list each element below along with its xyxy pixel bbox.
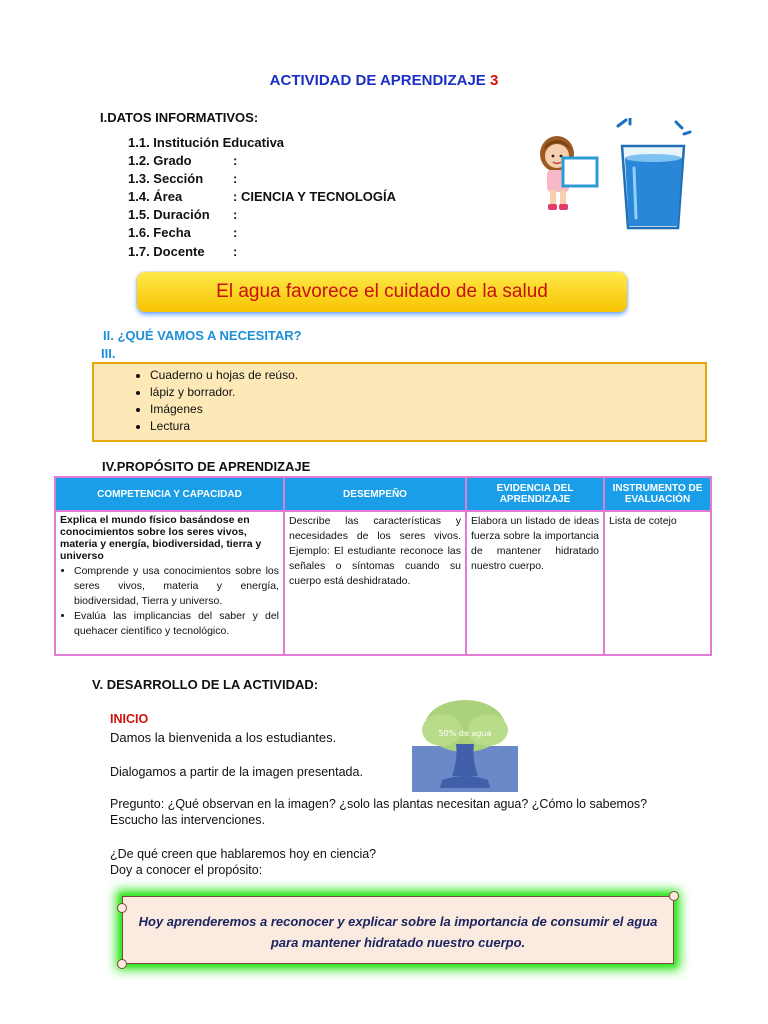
- info-row-docente: 1.7. Docente :: [128, 244, 238, 259]
- purpose-table: [54, 476, 712, 656]
- purpose-text: Hoy aprenderemos a reconocer y explicar sobre la importancia de consumir el agua para mantener hidratado nuestro cuerpo.: [138, 914, 658, 950]
- tree-label: 50% de agua: [438, 729, 492, 738]
- lesson-title-banner: El agua favorece el cuidado de la salud: [137, 272, 627, 312]
- scroll-curl-icon: [117, 959, 127, 969]
- science-question-text: ¿De qué creen que hablaremos hoy en ciencia?: [110, 847, 377, 861]
- info-row-duracion: 1.5. Duración :: [128, 207, 238, 222]
- header-evidencia: EVIDENCIA DEL APRENDIZAJE: [466, 477, 604, 511]
- welcome-text: Damos la bienvenida a los estudiantes.: [110, 730, 337, 745]
- info-row-fecha: 1.6. Fecha :: [128, 225, 238, 240]
- competencia-text: Explica el mundo físico basándose en conocimientos sobre los seres vivos, materia y energía, biodiversidad, tierra y universo: [60, 514, 262, 562]
- header-competencia: COMPETENCIA Y CAPACIDAD: [55, 477, 284, 511]
- section-3-heading: III.: [101, 346, 116, 361]
- cell-evidencia: Elabora un listado de ideas fuerza sobre la importancia de mantener hidratado nuestro cuerpo.: [466, 511, 604, 655]
- list-item: • Evalúa las implicancias del saber y del quehacer científico y tecnológico.: [74, 609, 279, 639]
- scroll-curl-icon: [669, 891, 679, 901]
- purpose-intro-text: Doy a conocer el propósito:: [110, 863, 263, 877]
- section-1-heading: I.DATOS INFORMATIVOS:: [100, 110, 259, 125]
- listen-text: Escucho las intervenciones.: [110, 813, 265, 827]
- section-4-heading: IV.PROPÓSITO DE APRENDIZAJE: [102, 459, 311, 474]
- list-item: • Imágenes: [150, 401, 705, 418]
- purpose-scroll: [122, 896, 674, 964]
- cell-desempeno: Describe las características y necesidades de los seres vivos. Ejemplo: El estudiante reconoce las señales o síntomas cuando su cuerpo está deshidratado.: [284, 511, 466, 655]
- water-glass-icon: [612, 118, 694, 234]
- info-row-institucion: 1.1. Institución Educativa: [128, 135, 285, 150]
- section-5-heading: V. DESARROLLO DE LA ACTIVIDAD:: [92, 677, 319, 692]
- question-text: Pregunto: ¿Qué observan en la imagen? ¿solo las plantas necesitan agua? ¿Cómo lo sabemos?: [110, 797, 648, 811]
- info-row-area: 1.4. Área : CIENCIA Y TECNOLOGÍA: [128, 189, 396, 204]
- list-item: • Comprende y usa conocimientos sobre los seres vivos, materia y energía, biodiversidad, Tierra y universo.: [74, 564, 279, 609]
- scroll-curl-icon: [117, 903, 127, 913]
- header-desempeno: DESEMPEÑO: [284, 477, 466, 511]
- cell-instrumento: Lista de cotejo: [604, 511, 711, 655]
- dialogue-text: Dialogamos a partir de la imagen presentada.: [110, 765, 363, 779]
- page-title: ACTIVIDAD DE APRENDIZAJE 3: [269, 72, 499, 89]
- list-item: • Cuaderno u hojas de reúso.: [150, 367, 705, 384]
- cell-competencia: [55, 511, 284, 655]
- table-row: [55, 511, 711, 655]
- tree-water-icon: [412, 696, 518, 792]
- header-instrumento: INSTRUMENTO DE EVALUACIÓN: [604, 477, 711, 511]
- materials-box: [92, 362, 707, 442]
- table-header-row: [55, 477, 711, 511]
- list-item: • lápiz y borrador.: [150, 384, 705, 401]
- inicio-label: INICIO: [110, 712, 149, 726]
- info-row-grado: 1.2. Grado :: [128, 153, 238, 168]
- section-2-heading: II. ¿QUÉ VAMOS A NECESITAR?: [103, 328, 302, 343]
- girl-with-sign-icon: [535, 132, 607, 216]
- list-item: • Lectura: [150, 418, 705, 435]
- info-row-seccion: 1.3. Sección :: [128, 171, 238, 186]
